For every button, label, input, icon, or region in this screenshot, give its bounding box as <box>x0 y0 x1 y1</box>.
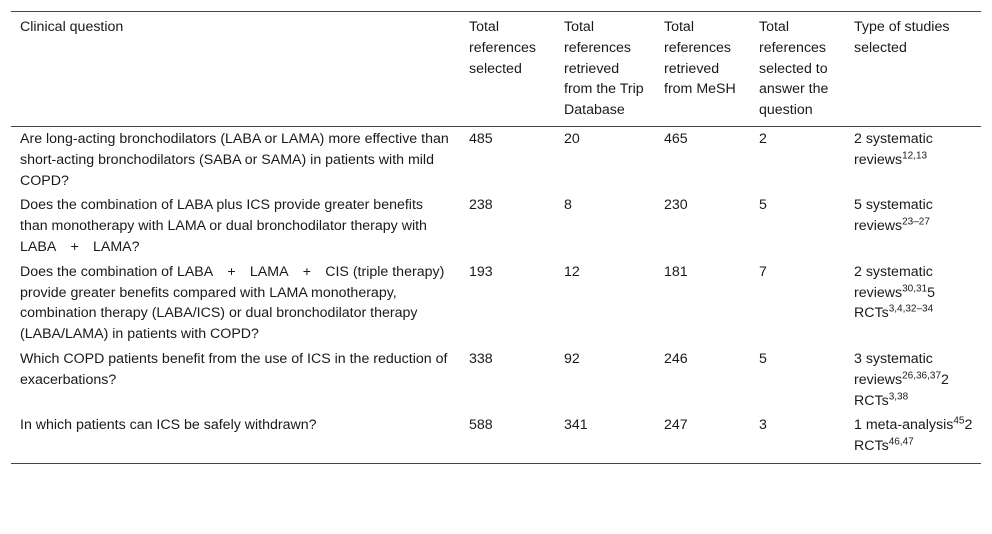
header-type-of-studies: Type of studies selected <box>854 19 950 56</box>
studies-table <box>11 11 981 464</box>
header-clinical-question: Clinical question <box>20 19 124 35</box>
study-type-text: 5 systematic reviews <box>854 197 933 235</box>
cell-trip-database: 8 <box>564 197 572 214</box>
table-body <box>11 126 981 463</box>
cell-selected-to-answer: 2 <box>759 130 767 147</box>
reference-superscript: 45 <box>953 415 965 427</box>
cell-selected-to-answer: 3 <box>759 417 767 434</box>
cell-selected-to-answer: 7 <box>759 263 767 280</box>
table-container <box>11 11 981 464</box>
cell-clinical-question: Which COPD patients benefit from the use of ICS in the reduction of exacerbations? <box>20 350 448 388</box>
header-row <box>11 12 981 127</box>
table-row <box>11 260 981 347</box>
cell-total-selected: 588 <box>469 417 493 434</box>
cell-clinical-question: Does the combination of LABA + LAMA + CIS (triple therapy) provide greater benefits compared with LAMA monotherapy, combination therapy (LABA/ICS) or dual bronchodilator therapy (LABA/LAMA) in patients with COPD? <box>20 263 445 343</box>
study-type-text: 2 RCTs <box>854 371 949 409</box>
cell-type-of-studies <box>846 413 981 463</box>
cell-clinical-question: In which patients can ICS be safely withdrawn? <box>20 417 317 434</box>
cell-selected-to-answer: 5 <box>759 350 767 367</box>
cell-total-selected: 485 <box>469 130 493 147</box>
cell-type-of-studies <box>846 126 981 193</box>
header-mesh: Total references retrieved from MeSH <box>664 19 736 98</box>
reference-superscript: 3,38 <box>888 390 909 402</box>
cell-mesh: 246 <box>664 350 688 367</box>
cell-total-selected: 238 <box>469 197 493 214</box>
reference-superscript: 12,13 <box>902 150 928 162</box>
reference-superscript: 46,47 <box>888 436 914 448</box>
study-type-text: 2 systematic reviews <box>854 130 933 168</box>
header-selected-to-answer: Total references selected to answer the question <box>759 19 829 119</box>
cell-type-of-studies <box>846 193 981 259</box>
table-header <box>11 12 981 127</box>
table-row <box>11 347 981 413</box>
reference-superscript: 30,31 <box>902 282 928 294</box>
cell-trip-database: 341 <box>564 417 588 434</box>
reference-superscript: 23–27 <box>902 216 930 228</box>
cell-selected-to-answer: 5 <box>759 197 767 214</box>
cell-total-selected: 193 <box>469 263 493 280</box>
cell-trip-database: 20 <box>564 130 580 147</box>
table-row <box>11 126 981 193</box>
table-row <box>11 193 981 259</box>
reference-superscript: 26,36,37 <box>902 370 942 382</box>
table-row <box>11 413 981 463</box>
header-total-selected: Total references selected <box>469 19 537 77</box>
study-type-text: 3 systematic reviews <box>854 350 933 388</box>
cell-type-of-studies <box>846 347 981 413</box>
study-type-text: 2 RCTs <box>854 417 973 455</box>
cell-type-of-studies <box>846 260 981 347</box>
cell-mesh: 181 <box>664 263 688 280</box>
cell-clinical-question: Does the combination of LABA plus ICS provide greater benefits than monotherapy with LAMA or dual bronchodilator therapy with LABA + LAMA? <box>20 197 427 255</box>
cell-trip-database: 12 <box>564 263 580 280</box>
cell-mesh: 247 <box>664 417 688 434</box>
cell-mesh: 465 <box>664 130 688 147</box>
cell-trip-database: 92 <box>564 350 580 367</box>
cell-mesh: 230 <box>664 197 688 214</box>
reference-superscript: 3,4,32–34 <box>888 303 934 315</box>
header-trip-database: Total references retrieved from the Trip Database <box>564 19 644 119</box>
cell-total-selected: 338 <box>469 350 493 367</box>
study-type-text: 1 meta-analysis <box>854 417 954 434</box>
study-type-text: 5 RCTs <box>854 284 936 322</box>
study-type-text: 2 systematic reviews <box>854 263 933 301</box>
cell-clinical-question: Are long-acting bronchodilators (LABA or LAMA) more effective than short-acting bronchodilators (SABA or SAMA) in patients with mild COPD? <box>20 130 449 189</box>
